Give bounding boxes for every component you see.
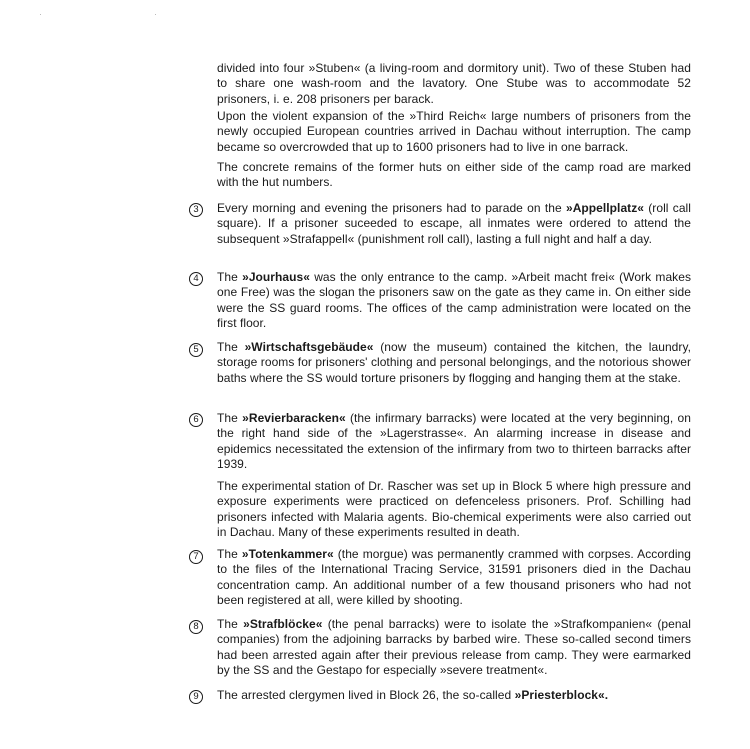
section-text: The »Totenkammer« (the morgue) was permanently crammed with corpses. According to the files of the International Tracing Service, 31591 prisoners died in the Dachau concentration camp. An additional number of a few thousand prisoners who had not been registered at all, were killed by shooting.: [217, 547, 691, 608]
section-text: The experimental station of Dr. Rascher was set up in Block 5 where high pressure and exposure experiments were practiced on defenceless prisoners. Prof. Schilling had prisoners infected with Malaria agents. Bio-chemical experiments were also carried out in Dachau. Many of these experiments resulted in death.: [217, 479, 691, 540]
section-appellplatz: [217, 201, 691, 247]
section-number-badge: 8: [189, 620, 203, 634]
section-text: The »Jourhaus« was the only entrance to the camp. »Arbeit macht frei« (Work makes one Free) was the slogan the prisoners saw on the gate as they came in. On either side were the SS guard rooms. The offices of the camp administration were located on the first floor.: [217, 270, 692, 331]
intro-paragraph-3: [217, 160, 691, 191]
intro-paragraph-2: [217, 109, 691, 155]
section-term: »Jourhaus«: [242, 270, 310, 284]
section-term: »Strafblöcke«: [243, 617, 323, 631]
section-text: The »Wirtschaftsgebäude« (now the museum) contained the kitchen, the laundry, storage rooms for prisoners' clothing and personal belongings, and the notorious shower baths where the SS would torture prisoners by flogging and hanging them at the stake.: [217, 340, 691, 385]
section-term: »Appellplatz«: [565, 201, 644, 215]
section-number-badge: 3: [189, 203, 203, 217]
section-text: The »Revierbaracken« (the infirmary barracks) were located at the very beginning, on the right hand side of the »Lagerstrasse«. An alarming increase in disease and epidemics necessitated the extension of the infirmary from two to thirteen barracks after 1939.: [217, 411, 691, 472]
intro-text: divided into four »Stuben« (a living-room and dormitory unit). Two of these Stuben had to share one wash-room and the lavatory. One Stube was to accommodate 52 prisoners, i. e. 208 prisoners per barack.: [217, 61, 691, 106]
section-text: The arrested clergymen lived in Block 26, the so-called »Priesterblock«.: [217, 688, 609, 702]
paper-speck: [40, 14, 41, 15]
section-revierbaracken: [217, 411, 691, 473]
intro-paragraph-1: [217, 61, 691, 107]
section-term: »Revierbaracken«: [242, 411, 346, 425]
section-wirtschaftsgebaeude: [217, 340, 691, 386]
section-jourhaus: [217, 270, 691, 332]
section-term: »Priesterblock«.: [514, 688, 609, 702]
intro-text: The concrete remains of the former huts on either side of the camp road are marked with the hut numbers.: [217, 160, 691, 190]
section-revierbaracken-extra: [217, 479, 691, 541]
section-strafbloecke: [217, 617, 691, 679]
section-text: Every morning and evening the prisoners had to parade on the »Appellplatz« (roll call square). If a prisoner suceeded to escape, all inmates were ordered to attend the subsequent »Strafappell« (punishment roll call), lasting a full night and half a day.: [217, 201, 691, 246]
section-text: The »Strafblöcke« (the penal barracks) were to isolate the »Strafkompanien« (penal companies) from the adjoining barracks by barbed wire. These so-called second timers had been arrested again after their previous release from camp. They were earmarked by the SS and the Gestapo for especially »severe treatment«.: [217, 617, 691, 678]
paper-speck: [155, 14, 156, 15]
section-number-badge: 6: [189, 413, 203, 427]
section-number-badge: 7: [189, 550, 203, 564]
section-term: »Wirtschaftsgebäude«: [244, 340, 374, 354]
section-number-badge: 5: [189, 343, 203, 357]
section-priesterblock: [217, 688, 691, 703]
section-totenkammer: [217, 547, 691, 609]
section-number-badge: 4: [189, 272, 203, 286]
intro-text: Upon the violent expansion of the »Third Reich« large numbers of prisoners from the newly occupied European countries arrived in Dachau without interruption. The camp became so overcrowded that up to 1600 prisoners had to live in one barrack.: [217, 109, 691, 154]
section-number-badge: 9: [189, 690, 203, 704]
section-term: »Totenkammer«: [241, 547, 334, 561]
